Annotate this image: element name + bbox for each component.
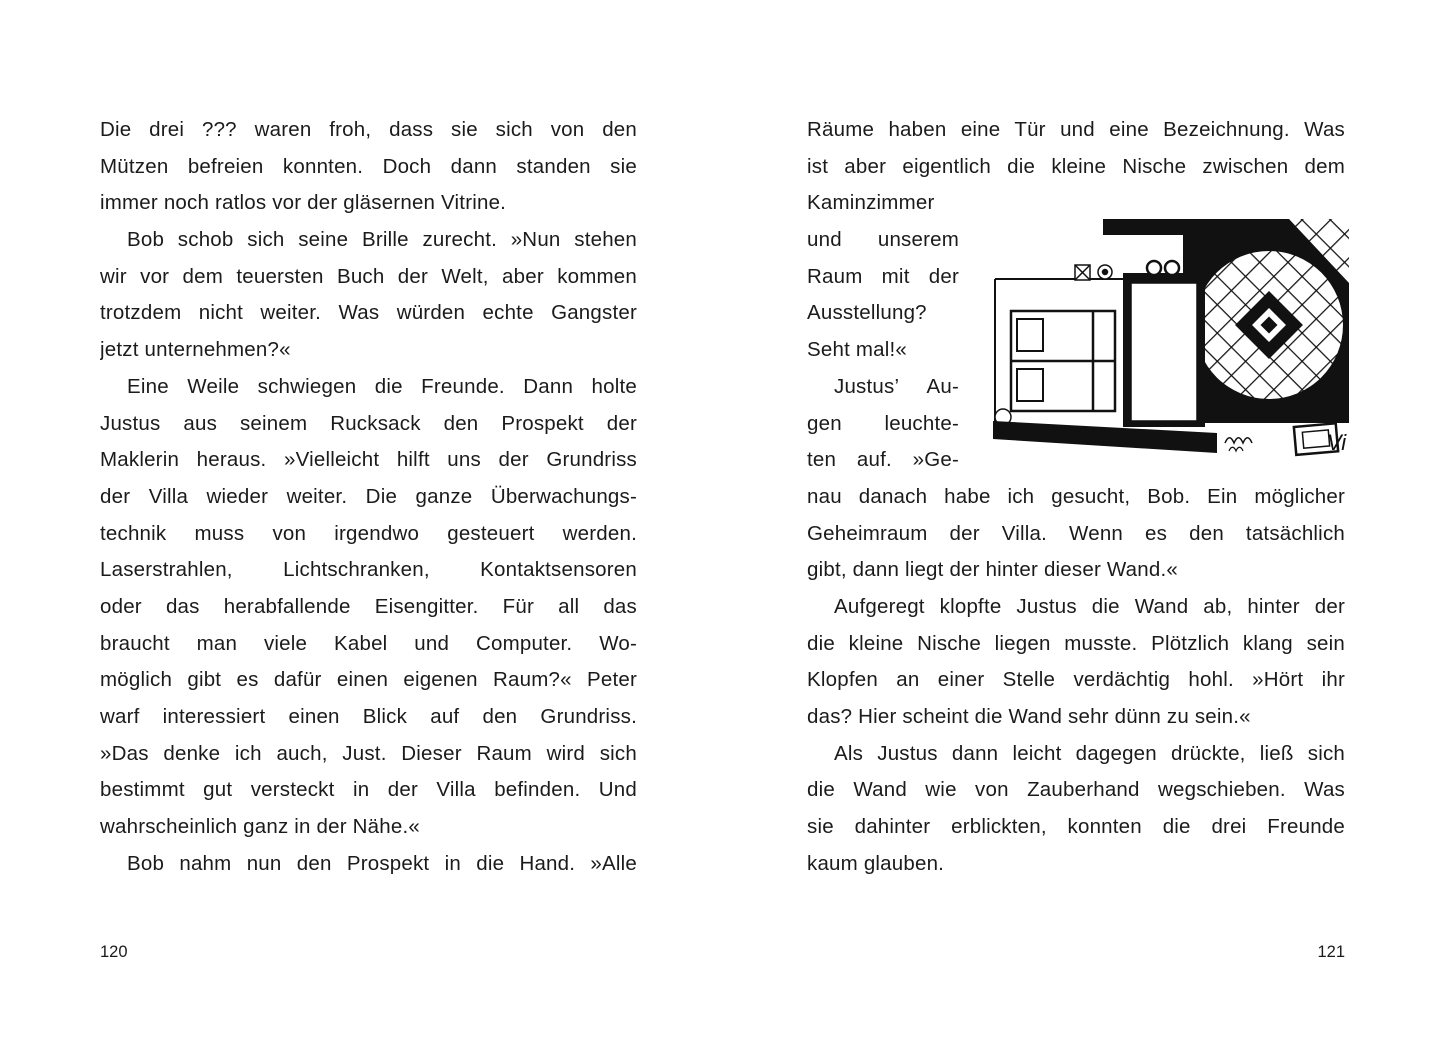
text-line: Mützen befreien konnten. Doch dann standen sie: [100, 154, 637, 178]
text-line: Ausstellung?: [807, 301, 927, 325]
text-line: »Das denke ich auch, Just. Dieser Raum wird sich: [100, 741, 637, 765]
text-line: Räume haben eine Tür und eine Bezeichnung. Was: [807, 118, 1345, 141]
text-line: Bob schob sich seine Brille zurecht. »Nun stehen: [127, 228, 637, 252]
text-line: braucht man viele Kabel und Computer. Wo-: [100, 631, 637, 655]
floorplan-label: Vi: [1327, 430, 1347, 455]
text-line: Geheimraum der Villa. Wenn es den tatsächlich: [807, 521, 1345, 545]
text-line: wahrscheinlich ganz in der Nähe.«: [100, 815, 420, 839]
text-line: Als Justus dann leicht dagegen drückte, ließ sich: [834, 741, 1345, 765]
text-line: Aufgeregt klopfte Justus die Wand ab, hinter der: [834, 594, 1345, 618]
text-line: Justus’ Au-: [834, 374, 959, 398]
text-line: möglich gibt es dafür einen eigenen Raum?« Peter: [100, 668, 637, 692]
text-line: bestimmt gut versteckt in der Villa befinden. Und: [100, 778, 637, 802]
text-line: immer noch ratlos vor der gläsernen Vitrine.: [100, 191, 507, 215]
text-line: Die drei ??? waren froh, dass sie sich von den: [100, 118, 637, 141]
text-line: Bob nahm nun den Prospekt in die Hand. »Alle: [127, 851, 637, 875]
text-line: der Villa wieder weiter. Die ganze Überwachungs-: [100, 484, 637, 508]
text-line: die kleine Nische liegen musste. Plötzlich klang sein: [807, 631, 1345, 655]
text-line: Laserstrahlen, Lichtschranken, Kontaktsensoren: [100, 558, 637, 582]
text-line: wir vor dem teuersten Buch der Welt, aber kommen: [100, 264, 637, 288]
text-line: ten auf. »Ge-: [807, 448, 959, 472]
text-line: die Wand wie von Zauberhand wegschieben. Was: [807, 778, 1345, 802]
page-left: [100, 112, 637, 882]
floorplan-illustration: [991, 219, 1349, 459]
text-line: gen leuchte-: [807, 411, 959, 435]
page-left-text: [100, 112, 637, 882]
text-line: oder das herabfallende Eisengitter. Für all das: [100, 594, 637, 618]
text-line: das? Hier scheint die Wand sehr dünn zu sein.«: [807, 705, 1251, 728]
text-line: warf interessiert einen Blick auf den Grundriss.: [100, 705, 637, 728]
text-line: jetzt unternehmen?«: [100, 338, 291, 362]
text-line: gibt, dann liegt der hinter dieser Wand.«: [807, 558, 1178, 582]
text-line: Raum mit der: [807, 264, 959, 288]
page-number-left: 120: [100, 943, 128, 961]
text-line: Maklerin heraus. »Vielleicht hilft uns der Grundriss: [100, 448, 637, 472]
page-right: [807, 112, 1345, 882]
text-line: technik muss von irgendwo gesteuert werden.: [100, 521, 637, 545]
text-line: kaum glauben.: [807, 851, 945, 875]
text-line: ist aber eigentlich die kleine Nische zwischen dem: [807, 154, 1345, 178]
text-line: Justus aus seinem Rucksack den Prospekt der: [100, 411, 637, 435]
text-line: Seht mal!«: [807, 338, 907, 362]
text-line: trotzdem nicht weiter. Was würden echte Gangster: [100, 301, 637, 325]
text-line: Klopfen an einer Stelle verdächtig hohl. »Hört ihr: [807, 668, 1345, 692]
text-line: Eine Weile schwiegen die Freunde. Dann holte: [127, 374, 637, 398]
page-number-right: 121: [1317, 943, 1345, 961]
text-line: Kaminzimmer: [807, 191, 935, 215]
floorplan-svg: [991, 219, 1349, 459]
text-line: sie dahinter erblickten, konnten die drei Freunde: [807, 815, 1345, 839]
text-line: nau danach habe ich gesucht, Bob. Ein möglicher: [807, 484, 1345, 508]
text-line: und unserem: [807, 228, 959, 252]
